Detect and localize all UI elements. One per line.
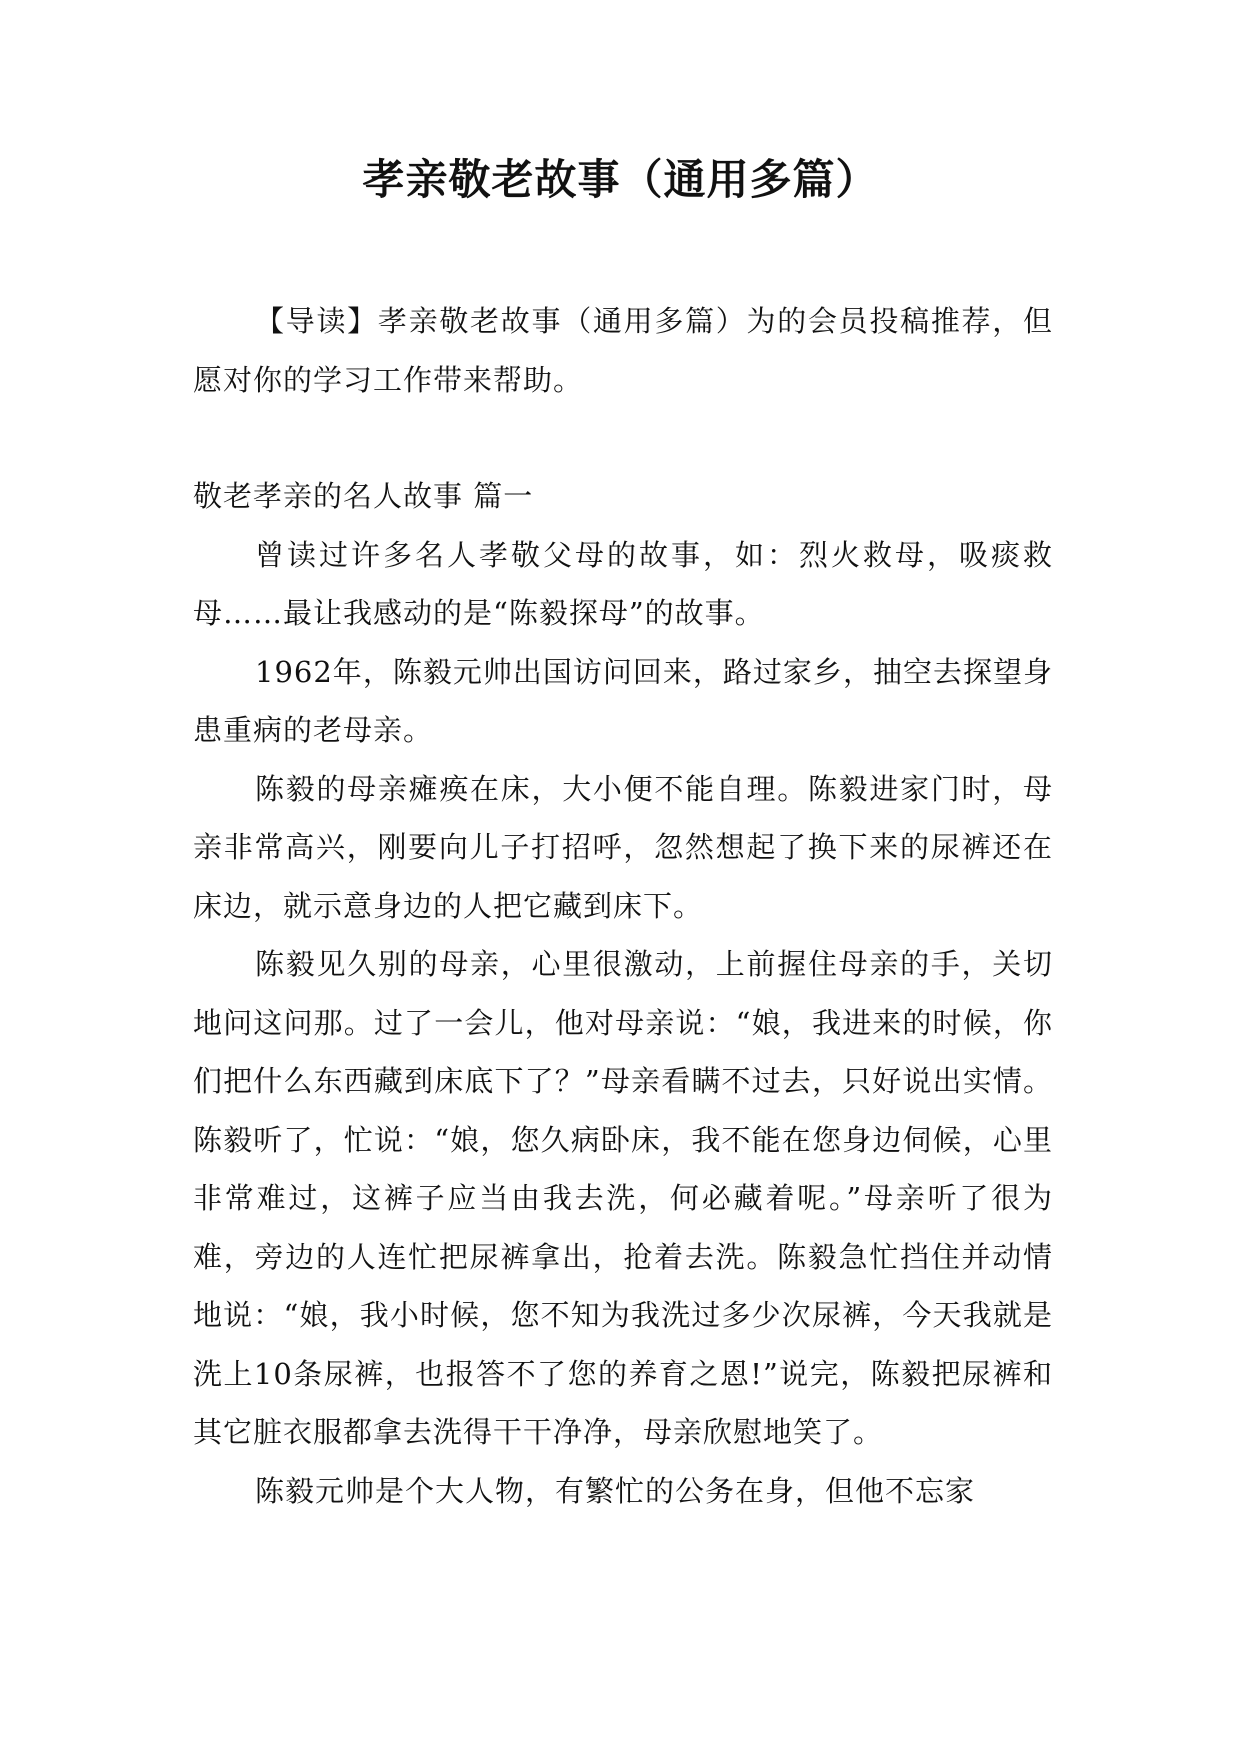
section-heading: 敬老孝亲的名人故事 篇一 xyxy=(193,479,534,513)
body-paragraph: 陈毅元帅是个大人物，有繁忙的公务在身，但他不忘家 xyxy=(255,1473,976,1508)
paragraph-spacer xyxy=(193,409,1053,467)
document-title: 孝亲敬老故事（通用多篇） xyxy=(362,155,879,204)
body-paragraph: 曾读过许多名人孝敬父母的故事，如：烈火救母，吸痰救母……最让我感动的是“陈毅探母”的故事。 xyxy=(193,537,1053,630)
intro-paragraph: 【导读】孝亲敬老故事（通用多篇）为的会员投稿推荐，但愿对你的学习工作带来帮助。 xyxy=(193,304,1053,397)
body-paragraph: 1962年，陈毅元帅出国访问回来，路过家乡，抽空去探望身患重病的老母亲。 xyxy=(193,654,1053,747)
body-paragraph: 陈毅见久别的母亲，心里很激动，上前握住母亲的手，关切地问这问那。过了一会儿，他对母亲说：“娘，我进来的时候，你们把什么东西藏到床底下了？”母亲看瞒不过去，只好说出实情。陈毅听了，忙说：“娘，您久病卧床，我不能在您身边伺候，心里非常难过，这裤子应当由我去洗，何必藏着呢。”母亲听了很为难，旁边的人连忙把尿裤拿出，抢着去洗。陈毅急忙挡住并动情地说：“娘，我小时候，您不知为我洗过多少次尿裤，今天我就是洗上10条尿裤，也报答不了您的养育之恩!”说完，陈毅把尿裤和其它脏衣服都拿去洗得干干净净，母亲欣慰地笑了。 xyxy=(193,947,1053,1449)
body-paragraph: 陈毅的母亲瘫痪在床，大小便不能自理。陈毅进家门时，母亲非常高兴，刚要向儿子打招呼，忽然想起了换下来的尿裤还在床边，就示意身边的人把它藏到床下。 xyxy=(193,771,1053,923)
document-body xyxy=(193,292,1053,1520)
